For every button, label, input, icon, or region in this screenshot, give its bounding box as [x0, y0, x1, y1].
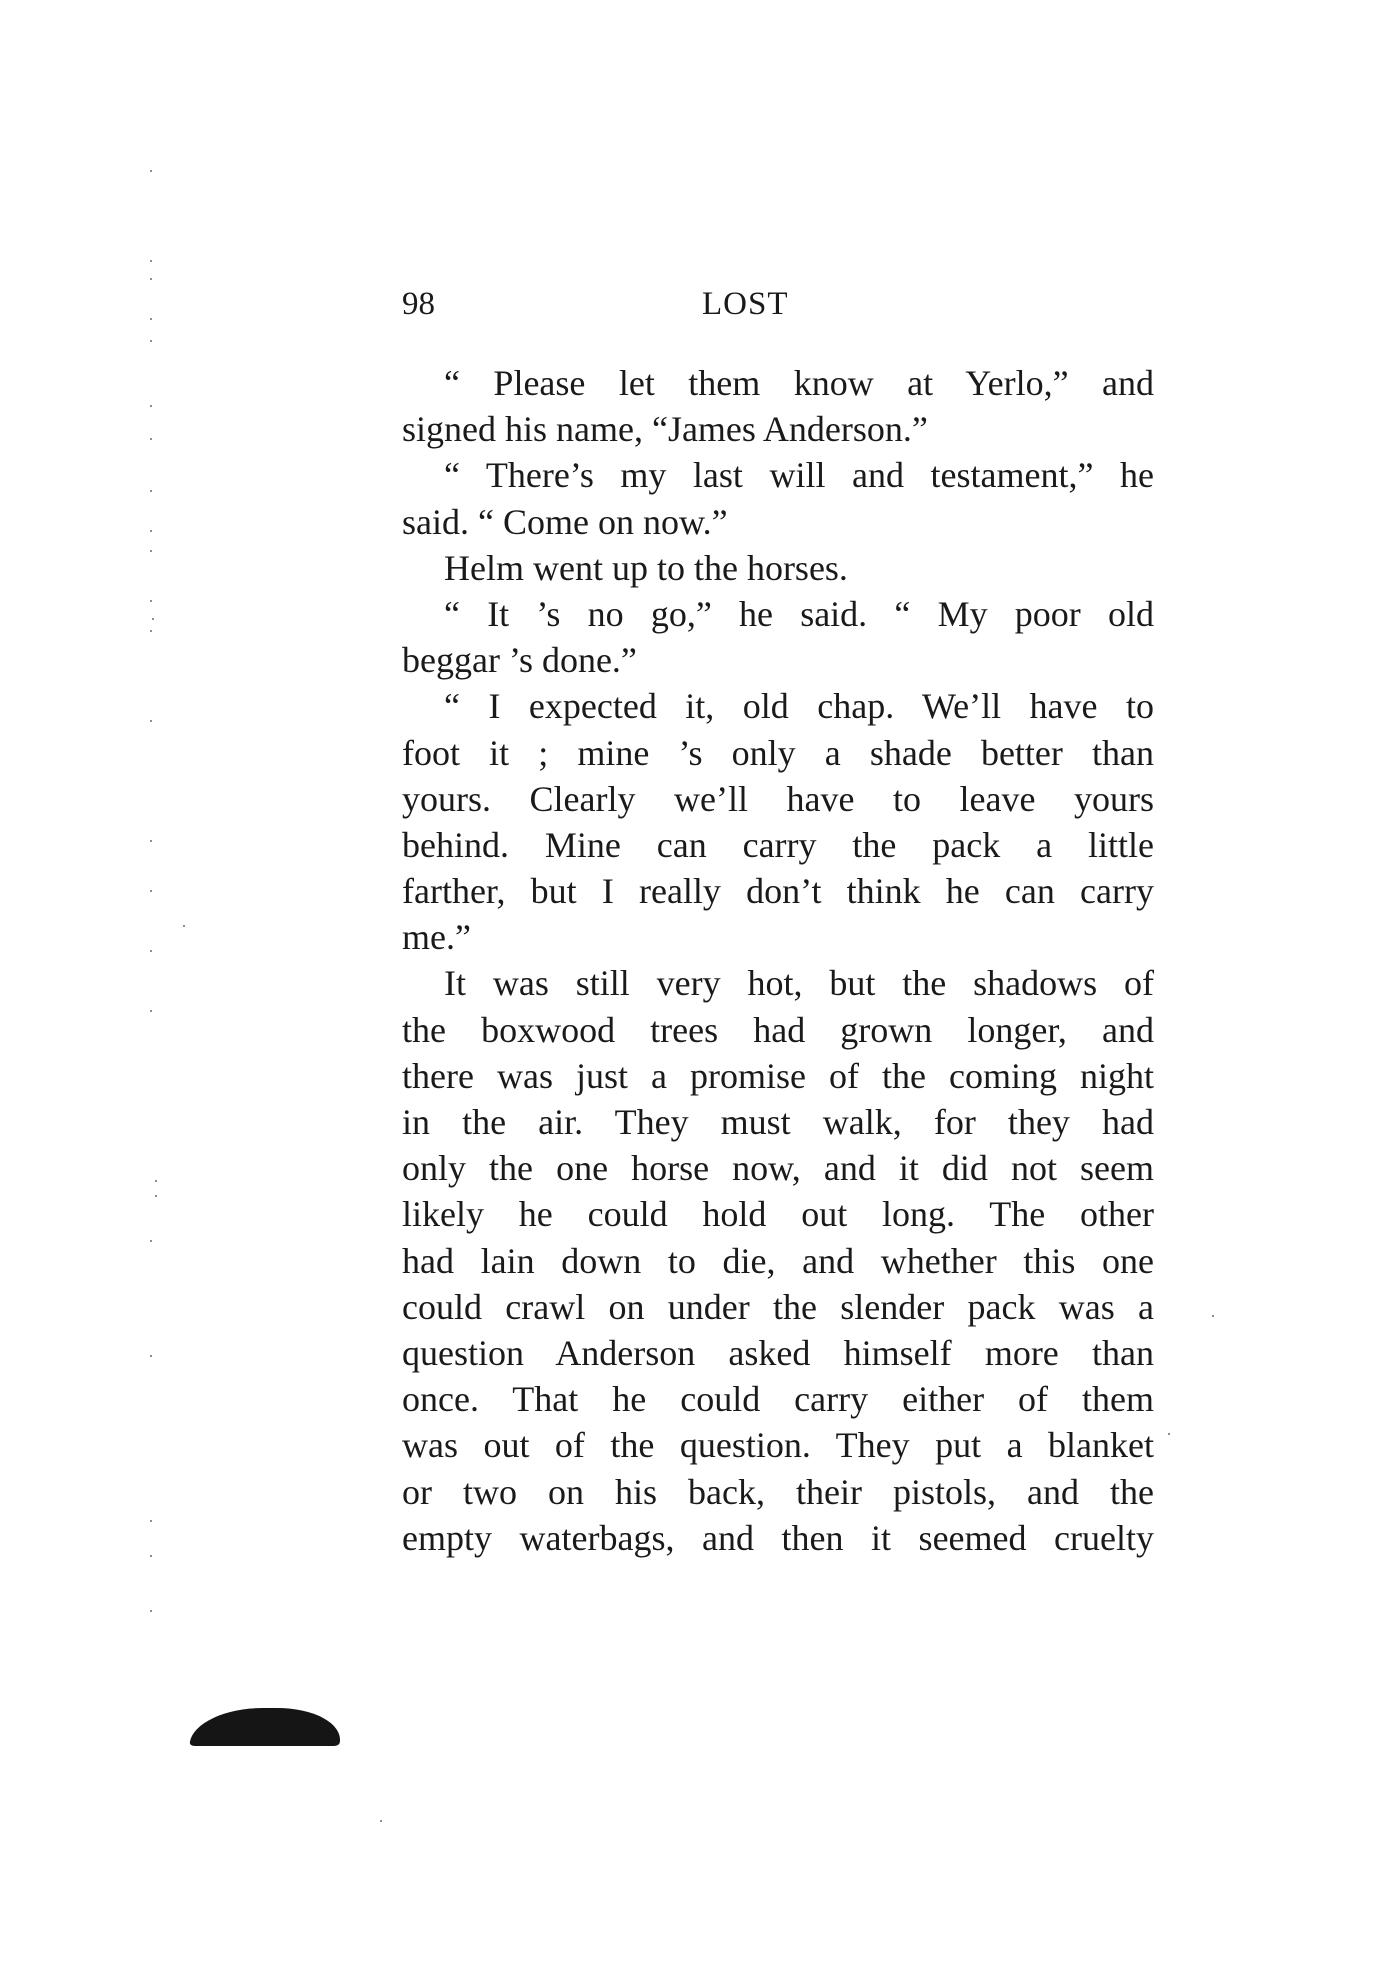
text-line: Helm went up to the horses. [444, 547, 848, 588]
text-line: had lain down to die, and whether this one [402, 1240, 1154, 1281]
text-line: beggar ’s done.” [402, 640, 637, 681]
text-line: “ There’s my last will and testament,” he [444, 455, 1154, 496]
text-line: said. “ Come on now.” [402, 501, 728, 542]
running-title: LOST [702, 286, 789, 322]
text-line: me.” [402, 917, 471, 958]
text-line: yours. Clearly we’ll have to leave yours [402, 778, 1154, 819]
text-line: once. That he could carry either of them [402, 1379, 1154, 1420]
text-line: empty waterbags, and then it seemed cruelty [402, 1517, 1154, 1558]
text-line: likely he could hold out long. The other [402, 1194, 1154, 1235]
text-line: “ Please let them know at Yerlo,” and [444, 363, 1154, 403]
page-number: 98 [402, 286, 435, 322]
text-line: signed his name, “James Anderson.” [402, 409, 928, 450]
text-line: behind. Mine can carry the pack a little [402, 824, 1154, 865]
text-line: the boxwood trees had grown longer, and [402, 1009, 1154, 1050]
text-line: “ It ’s no go,” he said. “ My poor old [444, 593, 1154, 634]
body-text [402, 360, 1154, 1561]
text-line: foot it ; mine ’s only a shade better than [402, 732, 1154, 773]
text-line: in the air. They must walk, for they had [402, 1102, 1154, 1142]
text-line: “ I expected it, old chap. We’ll have to [444, 686, 1154, 727]
text-line: or two on his back, their pistols, and the [402, 1471, 1154, 1512]
text-line: It was still very hot, but the shadows of [444, 963, 1154, 1004]
text-line: question Anderson asked himself more than [402, 1332, 1154, 1373]
text-line: was out of the question. They put a blanket [402, 1425, 1154, 1466]
text-line: only the one horse now, and it did not seem [402, 1148, 1154, 1189]
text-line: there was just a promise of the coming night [402, 1055, 1154, 1096]
text-line: could crawl on under the slender pack was a [402, 1286, 1154, 1327]
text-line: farther, but I really don’t think he can carry [402, 871, 1154, 912]
page-header [402, 286, 1154, 330]
ink-smudge [189, 1708, 344, 1746]
